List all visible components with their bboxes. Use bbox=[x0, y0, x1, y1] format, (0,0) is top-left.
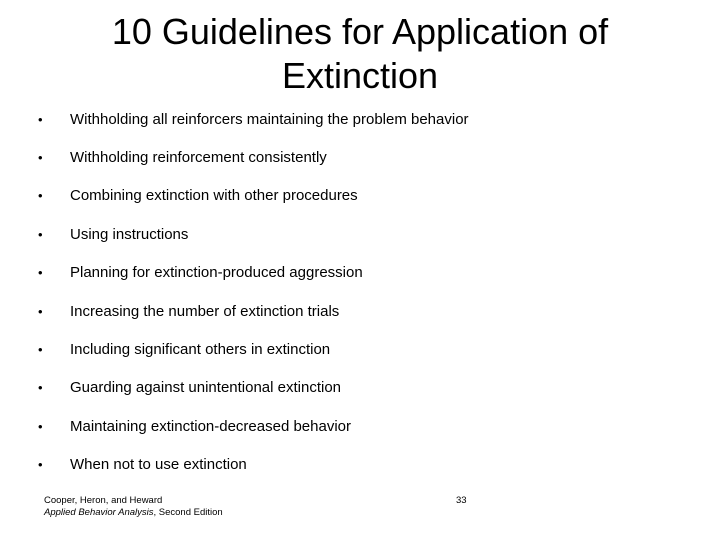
citation-authors: Cooper, Heron, and Heward bbox=[44, 495, 163, 506]
list-item-text: Withholding all reinforcers maintaining the problem behavior bbox=[70, 110, 469, 128]
page-number: 33 bbox=[456, 495, 467, 506]
list-item-text: Planning for extinction-produced aggression bbox=[70, 264, 363, 282]
slide-title: 10 Guidelines for Application of Extinction bbox=[111, 11, 609, 96]
list-item-text: Guarding against unintentional extinction bbox=[70, 379, 342, 397]
list-item bbox=[38, 177, 678, 215]
citation-book bbox=[44, 507, 223, 519]
list-item bbox=[38, 292, 678, 330]
bullet-icon: • bbox=[38, 342, 43, 358]
list-item bbox=[38, 254, 678, 292]
citation-edition: , Second Edition bbox=[153, 507, 223, 518]
bullet-icon: • bbox=[38, 111, 43, 127]
bullet-icon: • bbox=[38, 303, 43, 319]
bullet-icon: • bbox=[38, 265, 43, 281]
bullet-icon: • bbox=[38, 380, 43, 396]
citation-book-title: Applied Behavior Analysis bbox=[44, 507, 154, 518]
bullet-icon: • bbox=[38, 188, 43, 204]
list-item-text: When not to use extinction bbox=[70, 456, 247, 474]
list-item bbox=[38, 138, 678, 176]
list-item-text: Using instructions bbox=[70, 225, 189, 243]
list-item-text: Maintaining extinction-decreased behavior bbox=[70, 417, 352, 435]
bullet-icon: • bbox=[38, 226, 43, 242]
list-item-text: Increasing the number of extinction trials bbox=[70, 302, 340, 320]
list-item-text: Including significant others in extinction bbox=[70, 341, 331, 359]
list-item bbox=[38, 215, 678, 253]
list-item bbox=[38, 407, 678, 445]
list-item bbox=[38, 446, 678, 484]
bullet-icon: • bbox=[38, 150, 43, 166]
bullet-icon: • bbox=[38, 457, 43, 473]
list-item bbox=[38, 369, 678, 407]
list-item bbox=[38, 100, 678, 138]
list-item-text: Withholding reinforcement consistently bbox=[70, 149, 327, 167]
list-item bbox=[38, 330, 678, 368]
footer-citation bbox=[44, 495, 223, 519]
bullet-icon: • bbox=[38, 418, 43, 434]
list-item-text: Combining extinction with other procedures bbox=[70, 187, 358, 205]
guidelines-list bbox=[38, 100, 678, 484]
